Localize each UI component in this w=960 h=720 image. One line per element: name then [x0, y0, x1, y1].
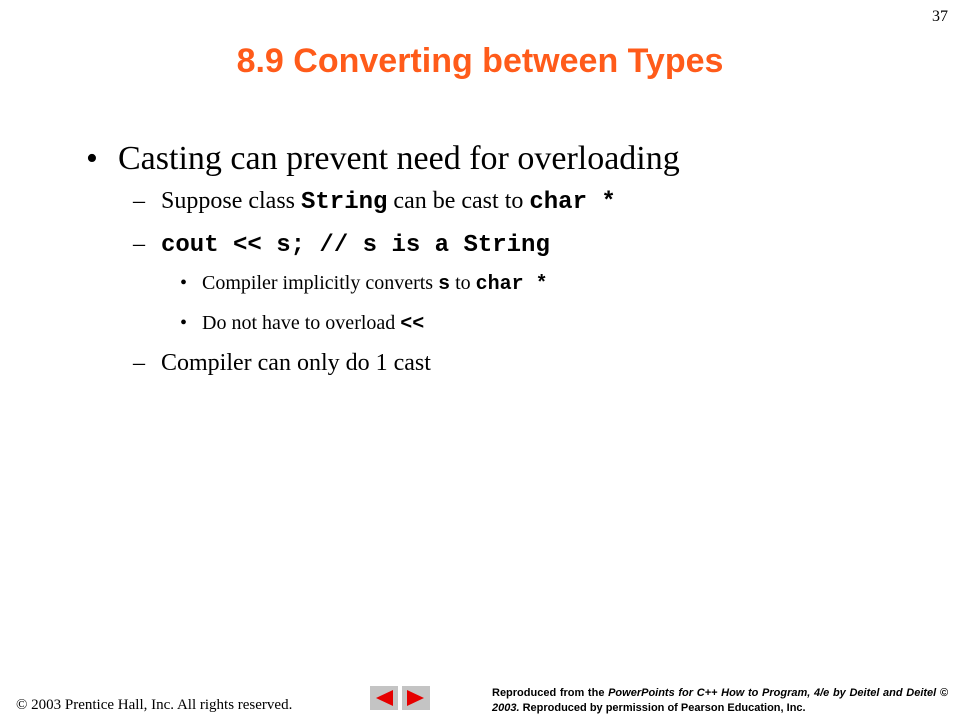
bullet-text: Do not have to overload [202, 312, 401, 334]
code-text: char * [475, 273, 548, 296]
bullet-level2 [133, 350, 431, 377]
bullet-text: Suppose class [161, 188, 301, 214]
bullet-text: can be cast to [387, 188, 530, 214]
bullet-text: Compiler implicitly converts [202, 272, 439, 294]
bullet-text: Compiler can only do 1 cast [161, 350, 431, 376]
reproduction-credit [492, 686, 948, 716]
bullet-level1 [86, 140, 680, 178]
next-slide-button[interactable] [402, 686, 430, 710]
dash-marker: – [133, 350, 145, 376]
bullet-level2 [133, 231, 550, 259]
credit-text-italic: PowerPoints for C++ How to Program, 4/e by Deitel and Deitel © 2003. [492, 687, 948, 714]
bullet-level3 [180, 312, 424, 336]
code-text: String [301, 189, 388, 216]
code-text: char * [529, 189, 616, 216]
dash-marker: – [133, 188, 145, 214]
bullet-marker: • [180, 272, 188, 294]
copyright-notice: © 2003 Prentice Hall, Inc. All rights reserved. [16, 697, 293, 713]
credit-text: Reproduced by permission of Pearson Education, Inc. [519, 702, 806, 714]
bullet-marker: • [86, 140, 98, 177]
slide-number: 37 [932, 8, 948, 25]
slide-navigation [370, 686, 434, 710]
bullet-level2 [133, 188, 616, 216]
code-text: s [438, 273, 451, 296]
code-text: cout << s; // s is a String [161, 232, 550, 259]
bullet-level3 [180, 272, 548, 296]
bullet-text: to [450, 272, 476, 294]
previous-slide-button[interactable] [370, 686, 398, 710]
bullet-text: Casting can prevent need for overloading [118, 140, 680, 177]
left-arrow-icon [374, 689, 394, 707]
code-text: << [400, 313, 425, 336]
slide-title: 8.9 Converting between Types [236, 42, 724, 80]
credit-text: Reproduced from the [492, 687, 609, 699]
dash-marker: – [133, 231, 145, 257]
bullet-marker: • [180, 312, 188, 334]
right-arrow-icon [406, 689, 426, 707]
